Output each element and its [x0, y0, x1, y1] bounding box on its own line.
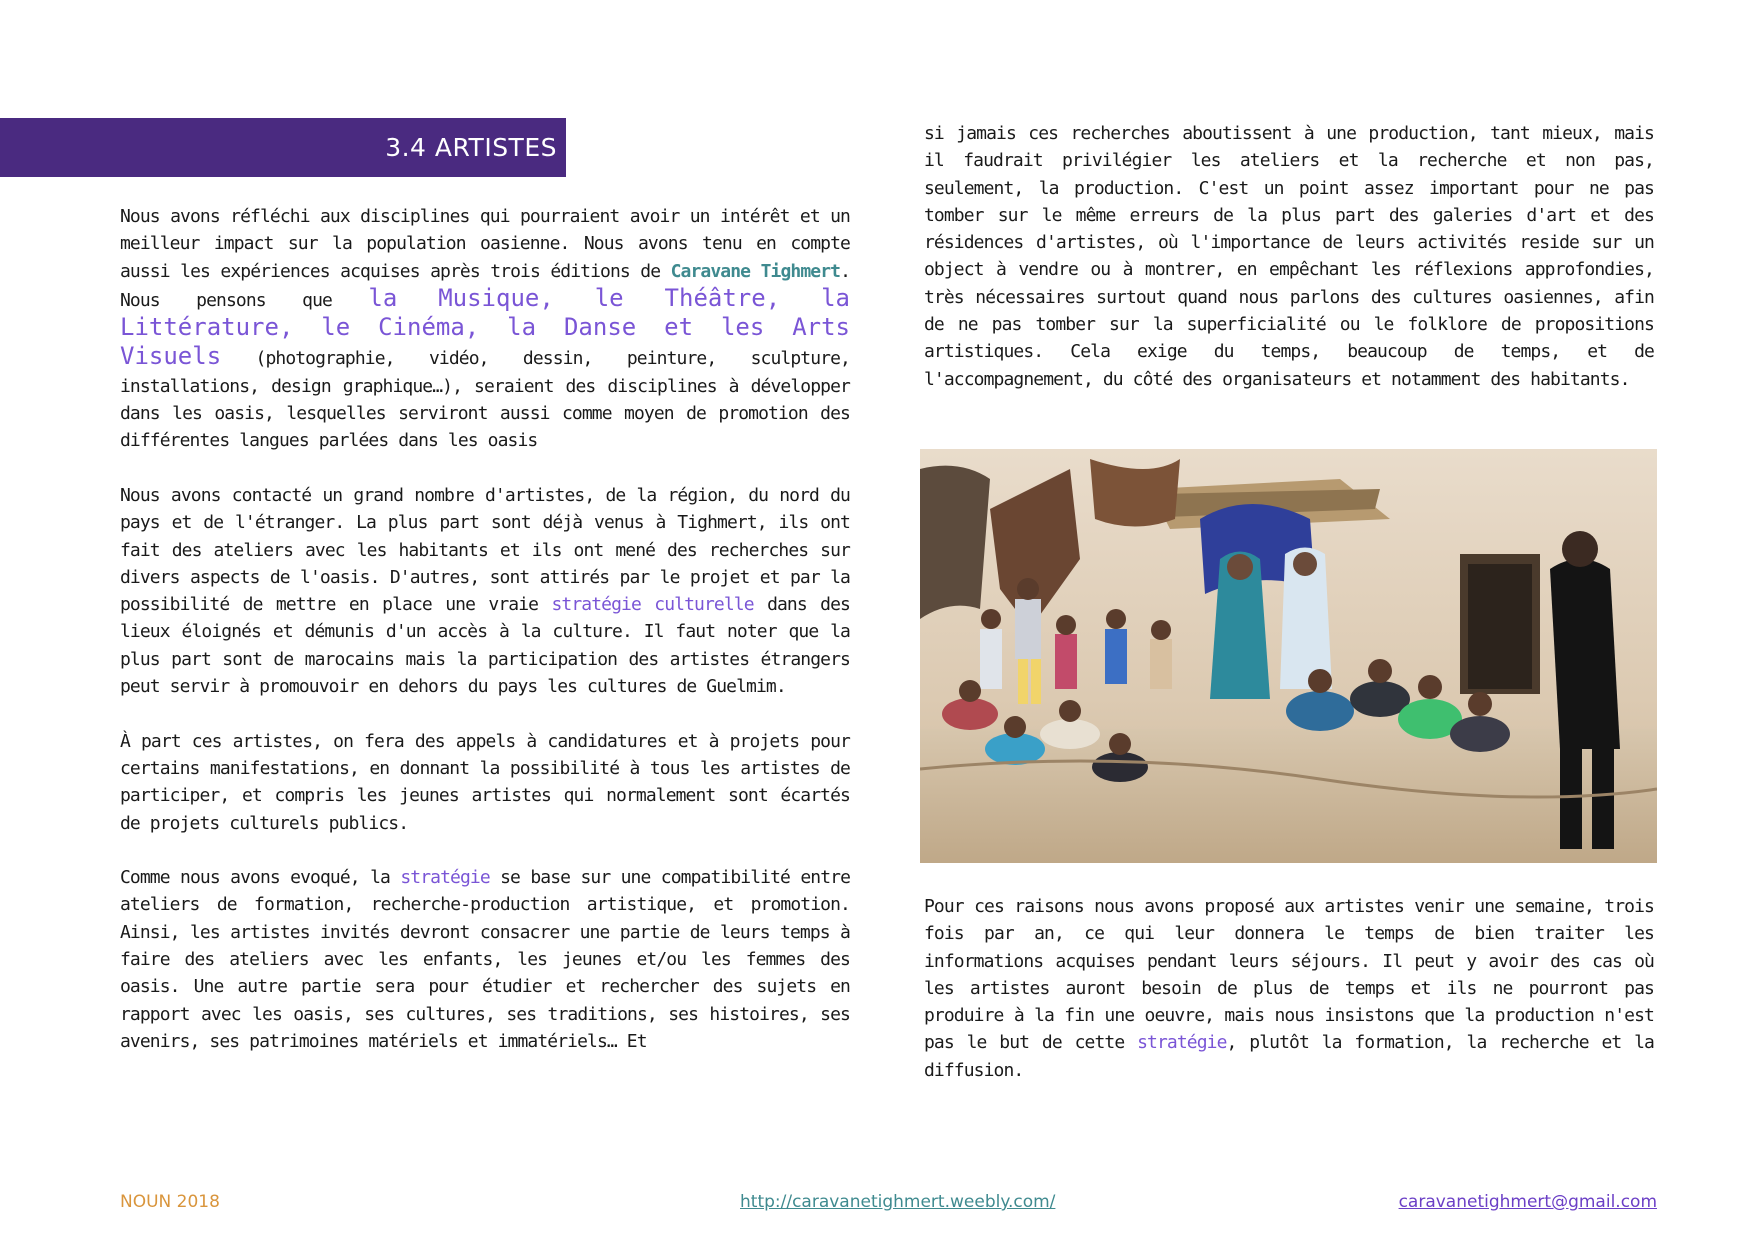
email-link[interactable]: caravanetighmert@gmail.com — [1398, 1192, 1657, 1212]
paragraph-reasons — [924, 893, 1654, 1084]
paragraph-text: Nous avons réfléchi aux disciplines qui pourraient avoir un intérêt et un meilleur impact sur la population oasienne. Nous avons tenu en compte aussi les expériences acquises après trois éditions de — [120, 206, 850, 282]
strategie-highlight: stratégie — [1137, 1032, 1227, 1054]
section-banner — [0, 118, 566, 177]
paragraph-text: se base sur une compatibilité entre ateliers de formation, recherche-production artistique, et promotion. Ainsi, les artistes invités devront consacrer une partie de leurs temps à faire des ateliers avec les enfants, les jeunes et/ou les femmes des oasis. Une autre partie sera pour étudier et rechercher des sujets en rapport avec les oasis, ses cultures, ses traditions, ses histoires, ses avenirs, ses patrimoines matériels et immatériels… Et — [120, 867, 851, 1052]
paragraph-text: Pour ces raisons nous avons proposé aux artistes venir une semaine, trois fois par an, ce qui leur donnera le temps de bien traiter les informations acquises pendant leurs séjours. Il peut y avoir des cas où les artistes auront besoin de plus de temps et ils ne pourront pas produire à la fin une oeuvre, mais nous insistons que la production n'est pas le but de cette — [924, 896, 1654, 1054]
website-link[interactable]: http://caravanetighmert.weebly.com/ — [740, 1192, 1056, 1212]
paragraph-research: si jamais ces recherches aboutissent à une production, tant mieux, mais il faudrait privilégier les ateliers et la recherche et non pas, seulement, la production. C'est un point assez important pour ne pas tomber sur le même erreurs de la plus part des galeries d'art et des résidences d'artistes, où l'importance de leurs activités reside sur un object à vendre ou à montrer, en empêchant les réflexions approfondies, très nécessaires surtout quand nous parlons des cultures oasiennes, afin de ne pas tomber sur la superficialité ou le folklore de propositions artistiques. Cela exige du temps, beaucoup de temps, et de l'accompagnement, du côté des organisateurs et notamment des habitants. — [924, 123, 1654, 390]
workshop-photo — [920, 449, 1657, 863]
paragraph-text: (photographie, vidéo, dessin, peinture, sculpture, installations, design graphique…), seraient des disciplines à développer dans les oasis, lesquelles serviront aussi comme moyen de promotion des différentes langues parlées dans les oasis — [120, 348, 850, 452]
footer-year-label: NOUN 2018 — [120, 1192, 220, 1212]
paragraph-text: Comme nous avons evoqué, la — [120, 867, 401, 889]
paragraph-disciplines — [120, 203, 850, 455]
strategie-highlight: stratégie — [400, 867, 490, 889]
paragraph-calls: À part ces artistes, on fera des appels à candidatures et à projets pour certains manifestations, en donnant la possibilité à tous les artistes de participer, et compris les jeunes artistes qui normalement sont écartés de projets culturels publics. — [120, 730, 850, 834]
paragraph-strategy — [120, 864, 850, 1055]
right-column-top — [924, 120, 1654, 420]
strategie-culturelle-highlight: stratégie culturelle — [551, 594, 754, 616]
caravane-tighmert-highlight: Caravane Tighmert — [670, 260, 841, 282]
workshop-photo-image — [920, 449, 1657, 863]
section-title: 3.4 ARTISTES — [385, 133, 557, 162]
disciplines-highlight: la Musique, le Théâtre, la Littérature, le Cinéma, la Danse et les Arts Visuels — [120, 283, 850, 371]
paragraph-text: . Nous pensons que — [120, 260, 851, 311]
paragraph-text: , plutôt la formation, la recherche et la diffusion. — [924, 1032, 1654, 1081]
left-column — [120, 203, 850, 1083]
right-column-bottom — [924, 893, 1654, 1111]
paragraph-text: Nous avons contacté un grand nombre d'artistes, de la région, du nord du pays et de l'étranger. La plus part sont déjà venus à Tighmert, ils ont fait des ateliers avec les habitants et ils ont mené des recherches sur divers aspects de l'oasis. D'autres, sont attirés par le projet et par la possibilité de mettre en place une vraie — [120, 484, 850, 616]
paragraph-text: dans des lieux éloignés et démunis d'un accès à la culture. Il faut noter que la plus part sont de marocains mais la participation des artistes étrangers peut servir à promouvoir en dehors du pays les cultures de Guelmim. — [120, 594, 850, 698]
paragraph-artists-contacted — [120, 482, 850, 700]
